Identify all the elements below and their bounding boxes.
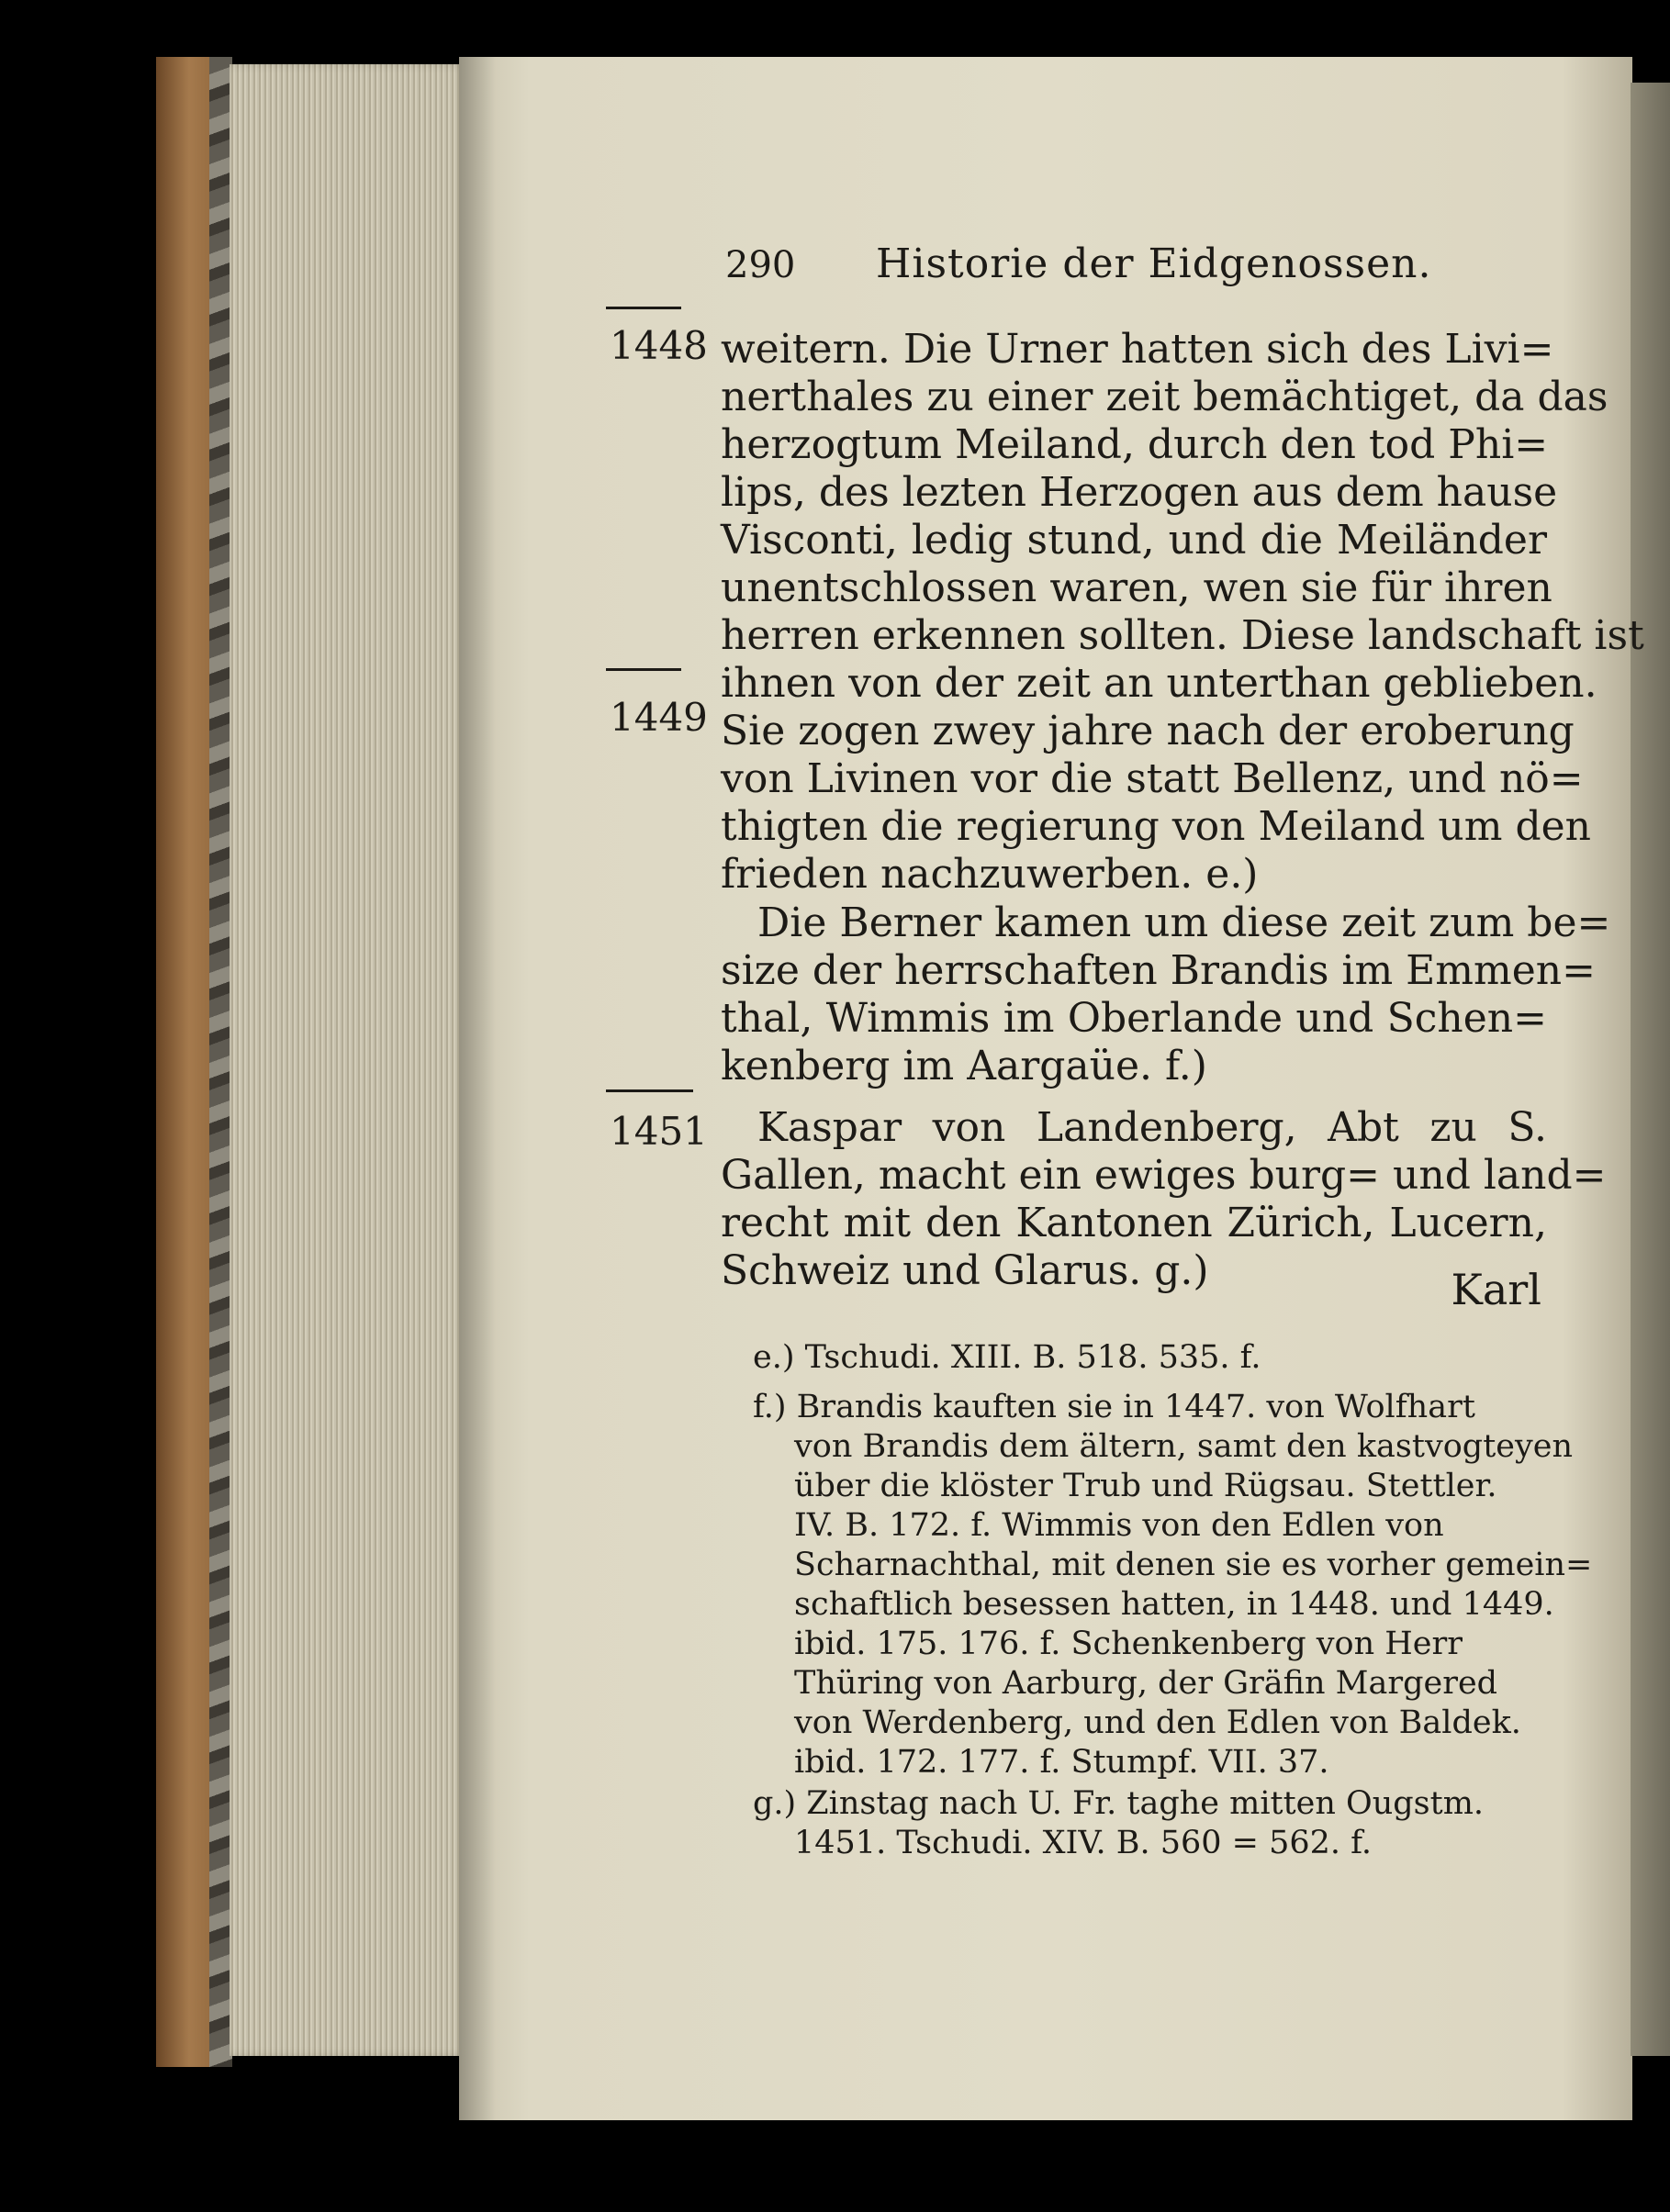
margin-year: 1449 — [610, 695, 708, 740]
text-line: Gallen, macht ein ewiges burg= und land= — [721, 1152, 1607, 1199]
text-line: frieden nachzuwerben. e.) — [721, 851, 1259, 898]
margin-rule — [606, 1089, 693, 1092]
footnote-line: von Brandis dem ältern, samt den kastvogteyen — [794, 1428, 1573, 1465]
margin-rule — [606, 668, 681, 671]
footnote-line: g.) Zinstag nach U. Fr. taghe mitten Ougstm. — [753, 1785, 1485, 1822]
footnote-line: IV. B. 172. f. Wimmis von den Edlen von — [794, 1507, 1444, 1544]
footnote-line: e.) Tschudi. XIII. B. 518. 535. f. — [753, 1339, 1261, 1376]
text-line: Schweiz und Glarus. g.) — [721, 1247, 1209, 1294]
running-title: Historie der Eidgenossen. — [876, 240, 1432, 287]
footnote — [753, 1338, 1542, 1378]
text-line: nerthales zu einer zeit bemächtiget, da das — [721, 374, 1608, 420]
footnote-line: über die klöster Trub und Rügsau. Stettler. — [794, 1468, 1497, 1504]
footnote-line: ibid. 175. 176. f. Schenkenberg von Herr — [794, 1625, 1463, 1662]
footnote-line: von Werdenberg, und den Edlen von Baldek. — [794, 1704, 1521, 1741]
footnote — [753, 1388, 1593, 1782]
running-head — [725, 240, 1552, 287]
text-line: herzogtum Meiland, durch den tod Phi= — [721, 421, 1549, 468]
text-line: Sie zogen zwey jahre nach der eroberung — [721, 708, 1575, 754]
paragraph — [721, 326, 1644, 708]
catchword: Karl — [1451, 1265, 1541, 1314]
margin-year: 1451 — [610, 1109, 708, 1154]
text-line: kenberg im Aargaüe. f.) — [721, 1043, 1207, 1089]
text-line: weitern. Die Urner hatten sich des Livi= — [721, 326, 1554, 373]
footnote-line: ibid. 172. 177. f. Stumpf. VII. 37. — [794, 1744, 1329, 1781]
text-line: lips, des lezten Herzogen aus dem hause — [721, 469, 1558, 516]
paragraph — [721, 899, 1611, 1090]
footnote-line: 1451. Tschudi. XIV. B. 560 = 562. f. — [794, 1825, 1373, 1861]
footnote-line: Thüring von Aarburg, der Gräfin Margered — [794, 1665, 1498, 1702]
footnote-line: Scharnachthal, mit denen sie es vorher gemein= — [794, 1547, 1593, 1583]
text-line: herren erkennen sollten. Diese landschaft ist — [721, 612, 1644, 659]
text-line: ihnen von der zeit an unterthan geblieben. — [721, 660, 1597, 707]
footnote-line: schaftlich besessen hatten, in 1448. und 1449. — [794, 1586, 1554, 1623]
footnote-line: f.) Brandis kauften sie in 1447. von Wolfhart — [753, 1389, 1475, 1425]
text-line: Kaspar von Landenberg, Abt zu S. — [757, 1104, 1547, 1151]
text-line: Die Berner kamen um diese zeit zum be= — [757, 899, 1611, 946]
margin-year: 1448 — [610, 323, 708, 368]
text-line: size der herrschaften Brandis im Emmen= — [721, 947, 1596, 994]
page-number: 290 — [725, 244, 796, 286]
text-line: recht mit den Kantonen Zürich, Lucern, — [721, 1200, 1547, 1246]
footnote — [753, 1784, 1542, 1863]
text-line: unentschlossen waren, wen sie für ihren — [721, 564, 1552, 611]
text-line: von Livinen vor die statt Bellenz, und nö= — [721, 755, 1584, 802]
text-line: thigten die regierung von Meiland um den — [721, 803, 1591, 850]
paragraph — [721, 708, 1591, 899]
text-line: thal, Wimmis im Oberlande und Schen= — [721, 995, 1547, 1042]
margin-rule — [606, 307, 681, 309]
paragraph — [721, 1104, 1607, 1295]
text-line: Visconti, ledig stund, und die Meiländer — [721, 517, 1547, 564]
